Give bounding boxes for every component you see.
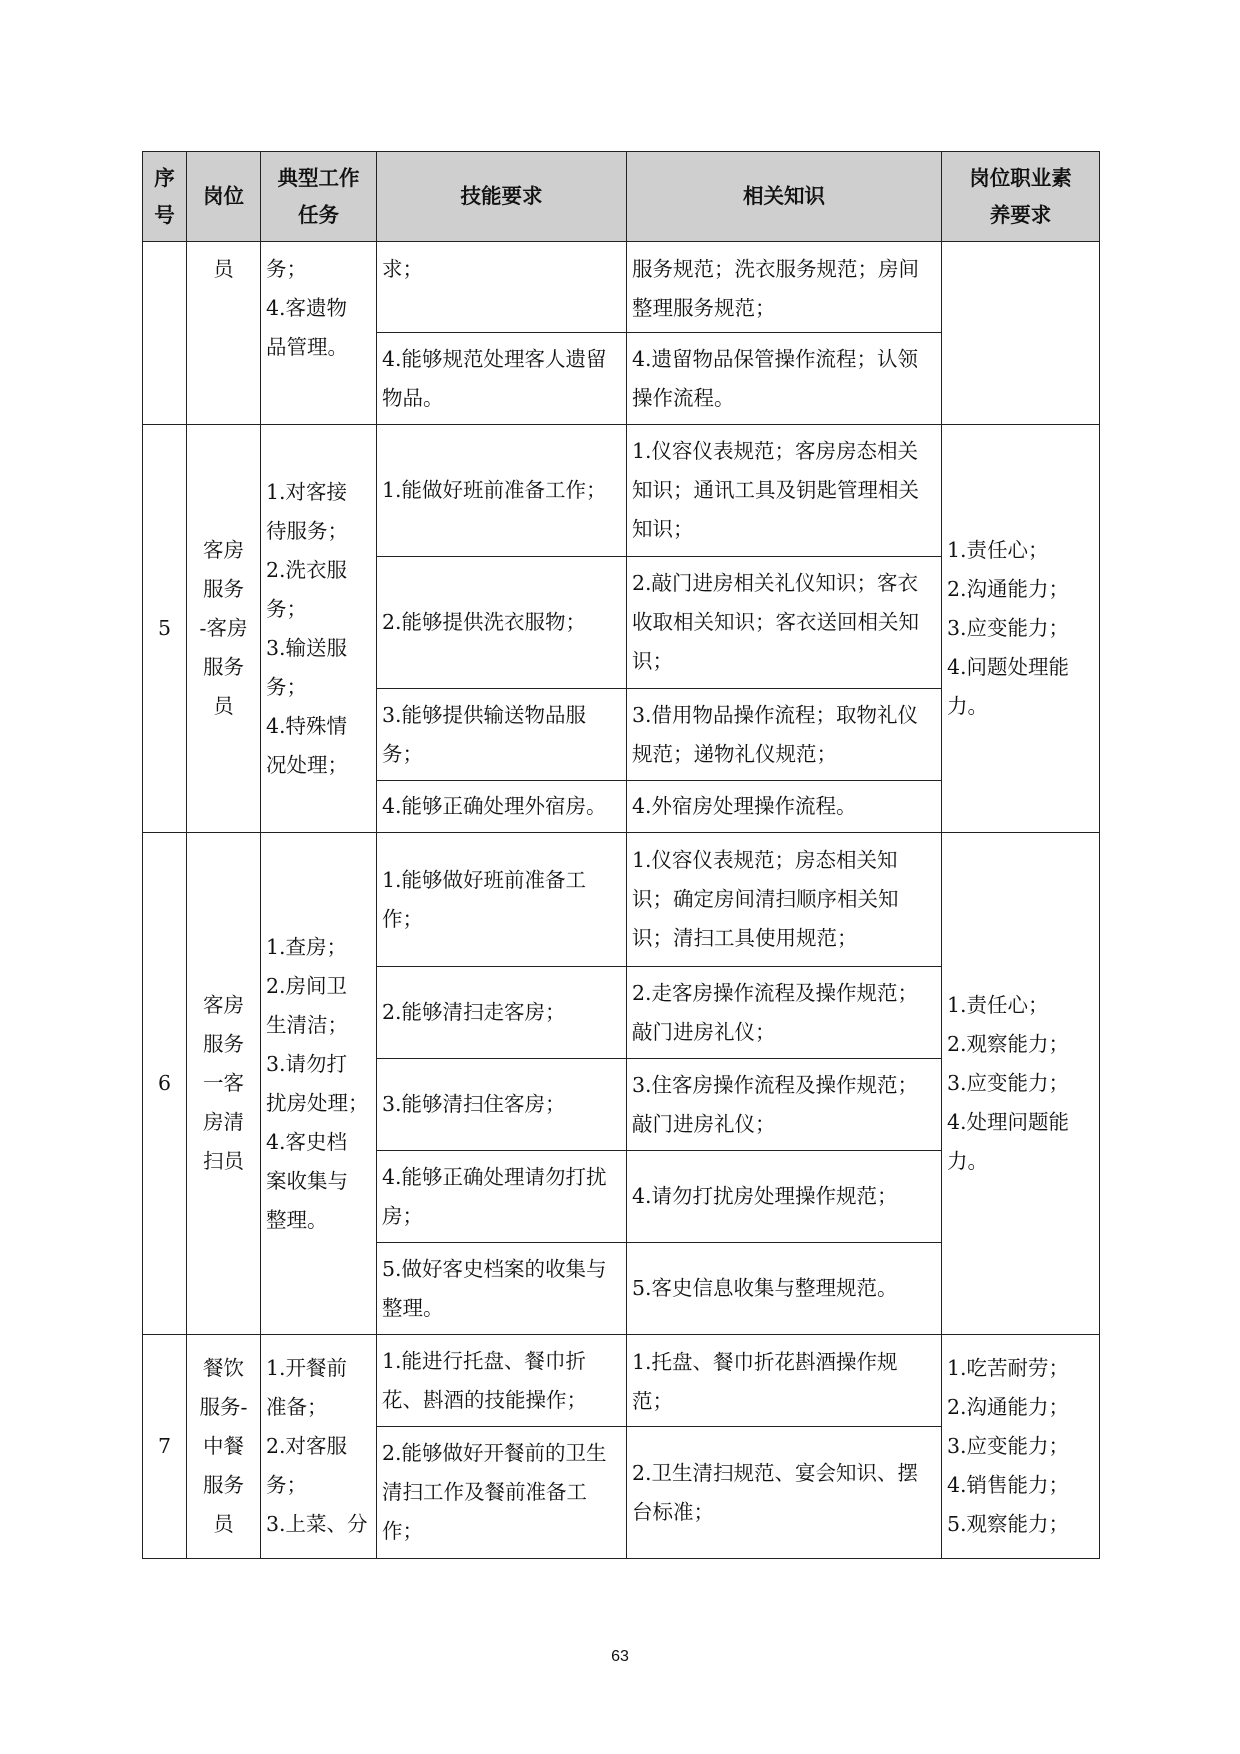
cell-skill: 4.能够正确处理外宿房。: [377, 781, 627, 833]
cell-skill: 4.能够规范处理客人遗留物品。: [377, 333, 627, 425]
page-number: 63: [611, 1648, 629, 1665]
cell-knowledge: 4.请勿打扰房处理操作规范；: [627, 1151, 942, 1243]
cell-knowledge: 5.客史信息收集与整理规范。: [627, 1243, 942, 1335]
cell-skill: 1.能进行托盘、餐巾折花、斟酒的技能操作；: [377, 1335, 627, 1427]
cell-knowledge: 1.仪容仪表规范；客房房态相关知识；通讯工具及钥匙管理相关知识；: [627, 425, 942, 557]
cell-knowledge: 2.卫生清扫规范、宴会知识、摆台标准；: [627, 1427, 942, 1559]
cell-no: [143, 242, 187, 425]
cell-skill: 2.能够做好开餐前的卫生清扫工作及餐前准备工作；: [377, 1427, 627, 1559]
header-quality: 岗位职业素 养要求: [942, 152, 1100, 242]
cell-task: 1.开餐前 准备； 2.对客服 务； 3.上菜、分: [261, 1335, 377, 1559]
cell-knowledge: 1.托盘、餐巾折花斟酒操作规范；: [627, 1335, 942, 1427]
cell-knowledge: 4.遗留物品保管操作流程；认领操作流程。: [627, 333, 942, 425]
cell-task: 1.对客接 待服务； 2.洗衣服 务； 3.输送服 务； 4.特殊情 况处理；: [261, 425, 377, 833]
table-row: [143, 425, 1100, 557]
cell-knowledge: 2.敲门进房相关礼仪知识；客衣收取相关知识；客衣送回相关知识；: [627, 557, 942, 689]
cell-skill: 1.能做好班前准备工作；: [377, 425, 627, 557]
header-row: [143, 152, 1100, 242]
header-skill: 技能要求: [377, 152, 627, 242]
cell-no: 7: [143, 1335, 187, 1559]
cell-skill: 3.能够清扫住客房；: [377, 1059, 627, 1151]
cell-quality: 1.责任心； 2.沟通能力； 3.应变能力； 4.问题处理能 力。: [942, 425, 1100, 833]
table-row: [143, 242, 1100, 333]
cell-post: 餐饮 服务- 中餐 服务 员: [187, 1335, 261, 1559]
cell-no: 6: [143, 833, 187, 1335]
cell-skill: 2.能够提供洗衣服物；: [377, 557, 627, 689]
cell-knowledge: 3.住客房操作流程及操作规范；敲门进房礼仪；: [627, 1059, 942, 1151]
cell-quality: 1.责任心； 2.观察能力； 3.应变能力； 4.处理问题能 力。: [942, 833, 1100, 1335]
cell-skill: 5.做好客史档案的收集与整理。: [377, 1243, 627, 1335]
cell-post: 客房 服务 一客 房清 扫员: [187, 833, 261, 1335]
cell-post: 客房 服务 -客房 服务 员: [187, 425, 261, 833]
header-task: 典型工作 任务: [261, 152, 377, 242]
cell-skill: 2.能够清扫走客房；: [377, 967, 627, 1059]
cell-knowledge: 4.外宿房处理操作流程。: [627, 781, 942, 833]
cell-knowledge: 2.走客房操作流程及操作规范；敲门进房礼仪；: [627, 967, 942, 1059]
header-knowledge: 相关知识: [627, 152, 942, 242]
cell-knowledge: 服务规范；洗衣服务规范；房间整理服务规范；: [627, 242, 942, 333]
cell-knowledge: 3.借用物品操作流程；取物礼仪规范；递物礼仪规范；: [627, 689, 942, 781]
cell-post: 员: [187, 242, 261, 425]
header-post: 岗位: [187, 152, 261, 242]
job-requirements-table: [142, 151, 1100, 1559]
cell-task: 务； 4.客遗物 品管理。: [261, 242, 377, 425]
header-no: 序 号: [143, 152, 187, 242]
table-row: [143, 833, 1100, 967]
cell-no: 5: [143, 425, 187, 833]
cell-quality: 1.吃苦耐劳； 2.沟通能力； 3.应变能力； 4.销售能力； 5.观察能力；: [942, 1335, 1100, 1559]
cell-skill: 求；: [377, 242, 627, 333]
cell-quality: [942, 242, 1100, 425]
table-row: [143, 1335, 1100, 1427]
cell-skill: 1.能够做好班前准备工作；: [377, 833, 627, 967]
cell-task: 1.查房； 2.房间卫 生清洁； 3.请勿打 扰房处理； 4.客史档 案收集与 整理。: [261, 833, 377, 1335]
cell-skill: 3.能够提供输送物品服务；: [377, 689, 627, 781]
cell-knowledge: 1.仪容仪表规范；房态相关知识；确定房间清扫顺序相关知识；清扫工具使用规范；: [627, 833, 942, 967]
cell-skill: 4.能够正确处理请勿打扰房；: [377, 1151, 627, 1243]
